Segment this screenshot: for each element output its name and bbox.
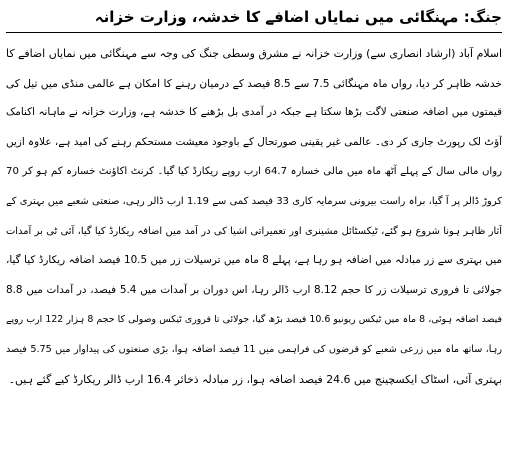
body-line: جولائی تا فروری ترسیلات زر کا حجم 8.12 ارب ڈالر رہا، اس دوران بر آمدات میں 5.4 فیصد، در آمدات میں 8.8 xyxy=(6,283,502,296)
body-line-last: بہتری آئی، اسٹاک ایکسچینج میں 24.6 فیصد اضافہ ہوا، زر مبادلہ ذخائر 16.4 ارب ڈالر ریکارڈ کیے گئے ہیں۔ xyxy=(8,372,502,386)
article-body xyxy=(6,39,502,394)
body-line: آؤٹ لک رپورٹ جاری کر دی۔ عالمی غیر یقینی صورتحال کے باوجود معیشت مستحکم رہنے کی امید ہے، علاوہ ازیں xyxy=(6,135,502,148)
body-line: آثار ظاہر ہونا شروع ہو گئے، ٹیکسٹائل مشینری اور تعمیراتی اشیا کی در آمد میں اضافہ ریکارڈ کیا گیا، آئی ٹی بر آمدات xyxy=(6,225,502,237)
body-line: رواں مالی سال کے پہلے آٹھ ماہ میں مالی خسارہ 64.7 ارب روپے ریکارڈ کیا گیا۔ کرنٹ اکاؤنٹ خسارہ کم ہو کر 70 xyxy=(6,166,502,178)
body-line: اسلام آباد (ارشاد انصاری سے) وزارت خزانہ نے مشرق وسطی جنگ کی وجہ سے مہنگائی میں نمایاں اضافے کا xyxy=(6,47,502,60)
body-line: میں بہتری سے زر مبادلہ میں اضافہ ہو رہا ہے، پہلے 8 ماہ میں ترسیلات زر میں 10.5 فیصد اضافہ ریکارڈ کیا گیا، xyxy=(6,254,502,267)
body-line: رہا، ساتھ ماہ میں زرعی شعبے کو قرضوں کی فراہمی میں 11 فیصد اضافہ ہوا، بڑی صنعتوں کی پیداوار میں 5.75 فیصد xyxy=(6,343,502,355)
headline: جنگ: مہنگائی میں نمایاں اضافے کا خدشہ، وزارت خزانہ xyxy=(94,8,502,26)
body-line: کروڑ ڈالر پر آ گیا، براہ راست بیرونی سرمایہ کاری 33 فیصد کمی سے 1.19 ارب ڈالر رہی، صنعتی شعبے میں بہتری کے xyxy=(6,195,502,207)
body-line: فیصد اضافہ ہوئی، 8 ماہ میں ٹیکس ریونیو 10.6 فیصد بڑھ گیا، جولائی تا فروری ٹیکس وصولی کا حجم 8 ہزار 122 ارب روپے xyxy=(6,314,502,326)
body-line: قیمتوں میں اضافہ صنعتی لاگت بڑھا سکتا ہے جبکہ در آمدی بل بڑھنے کا خدشہ ہے، وزارت خزانہ نے ماہانہ اکنامک xyxy=(6,106,502,119)
body-line: خدشہ ظاہر کر دیا، رواں ماہ مہنگائی 7.5 سے 8.5 فیصد کے درمیان رہنے کا امکان ہے عالمی منڈی میں تیل کی xyxy=(6,76,502,90)
headline-divider xyxy=(6,32,502,33)
